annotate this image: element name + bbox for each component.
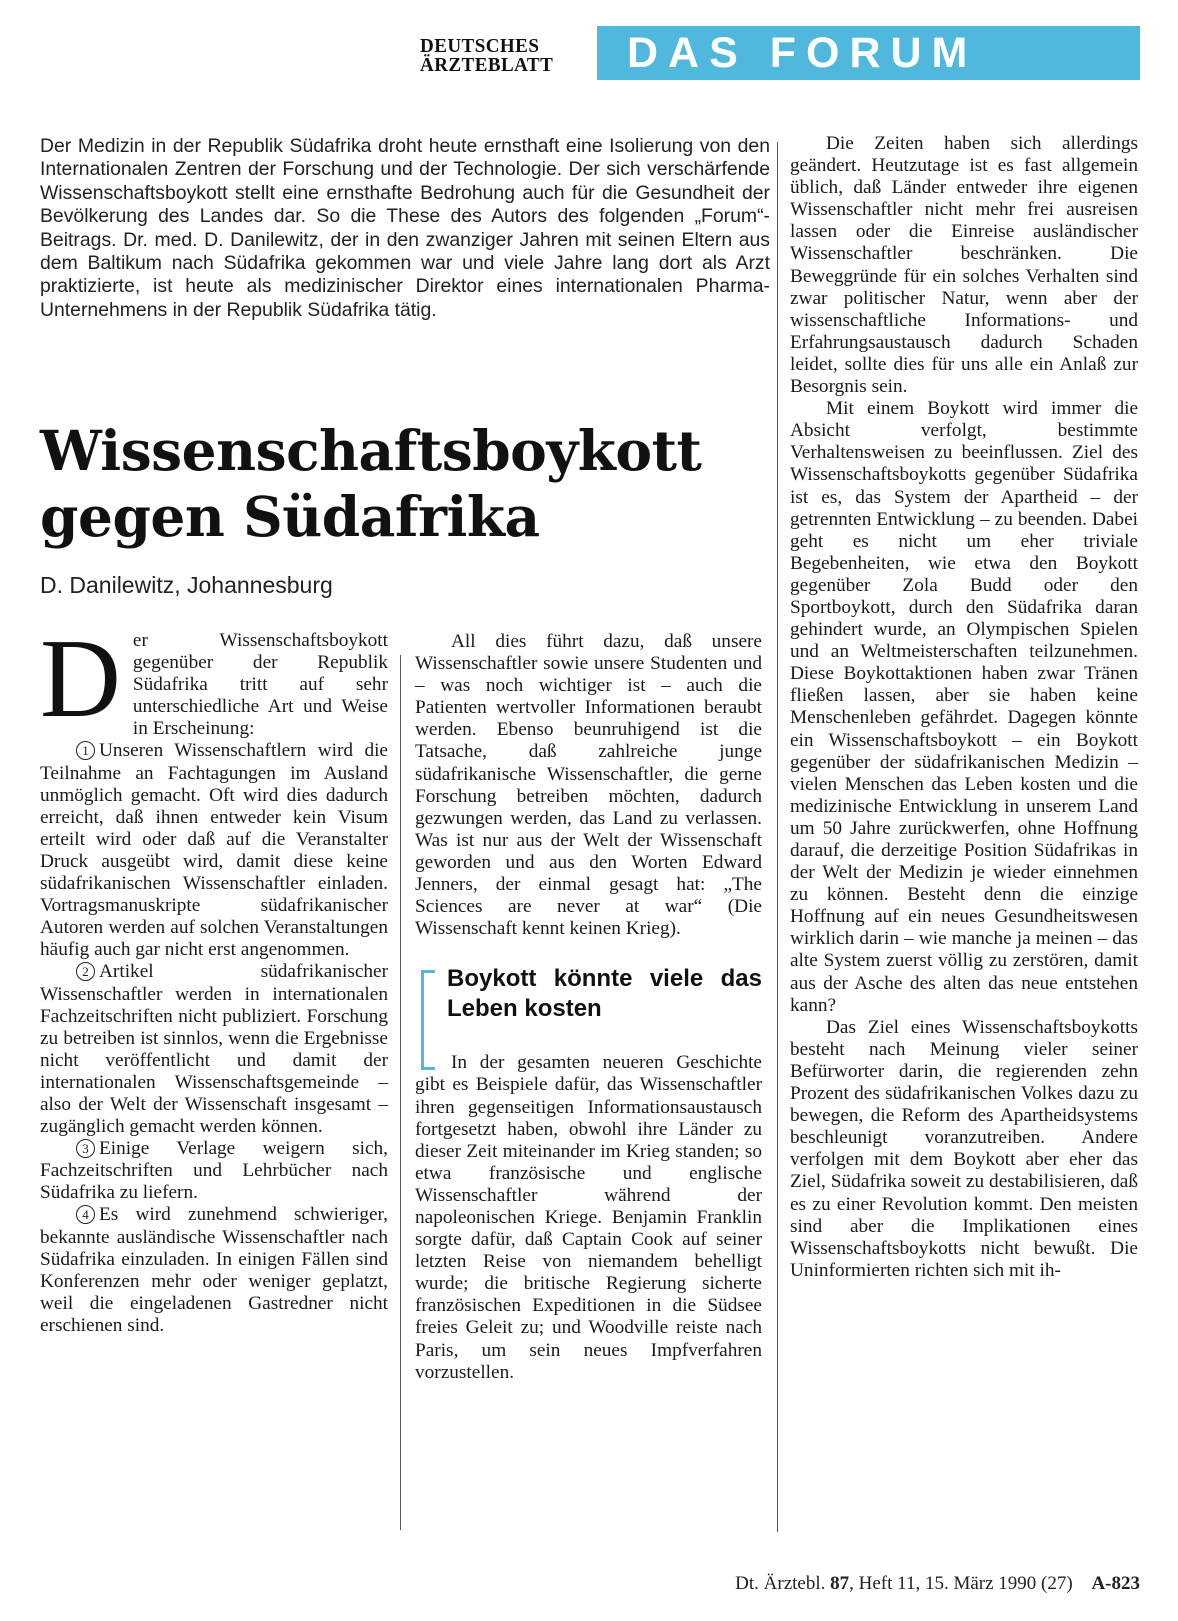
page-number: A-823 [1091, 1573, 1140, 1594]
circled-number: 2 [76, 962, 95, 981]
masthead-line-2: ÄRZTEBLATT [420, 54, 554, 76]
list-item-text: Artikel südafrikanischer Wissenschaftler werden in internationalen Fachzeitschriften nicht publiziert. Forschung zu betreiben ist sinnlos, wenn die Ergebnisse nicht veröffentlicht und damit der internationalen Wissenschaftsgemeinde – also der Welt der Wissenschaft insgesamt – zugänglich gemacht werden können. [40, 961, 388, 1138]
subheading-bracket [421, 970, 435, 1070]
circled-number: 4 [76, 1205, 95, 1224]
body-paragraph: All dies führt dazu, daß unsere Wissenschaftler sowie unsere Studenten und – was noch wichtiger ist – auch die Patienten wertvoller Informationen beraubt werden. Ebenso beunruhigend ist die Tatsache, daß zahlreiche junge südafrikanische Wissenschaftler, die gerne Forschung betreiben möchten, dadurch gezwungen werden, das Land zu verlassen. Was ist nur aus der Welt der Wissenschaft geworden und aus den Worten Edward Jenners, der einmal gesagt hat: „The Sciences are never at war“ (Die Wissenschaft kennt keinen Krieg). [415, 631, 762, 940]
circled-number: 3 [76, 1139, 95, 1158]
list-item [40, 961, 388, 1138]
list-item-text: Unseren Wissenschaftlern wird die Teilnahme an Fachtagungen im Ausland unmöglich gemacht. Oft wird dies dadurch erreicht, daß ihnen entweder kein Visum erteilt wird oder daß auf die Veranstalter Druck ausgeübt wird, damit diese keine südafrikanischen Wissenschaftler einladen. Vortragsmanuskripte südafrikanischer Autoren werden auf solchen Veranstaltungen häufig auch gar nicht erst angenommen. [40, 740, 388, 961]
subheading-box [415, 964, 762, 1042]
author-byline: D. Danilewitz, Johannesburg [40, 572, 333, 598]
masthead-line-1: DEUTSCHES [420, 35, 540, 57]
list-item [40, 1204, 388, 1337]
volume-number: 87 [830, 1573, 850, 1594]
page-footer [735, 1573, 1140, 1595]
intro-paragraph: Der Medizin in der Republik Südafrika droht heute ernsthaft eine Isolierung von den Internationalen Zentren der Forschung und der Technologie. Der sich verschärfende Wissenschaftsboykott stellt eine ernsthafte Bedrohung auch für die Gesundheit der Bevölkerung des Landes dar. So die These des Autors des folgenden „Forum“-Beitrags. Dr. med. D. Danilewitz, der in den zwanziger Jahren mit seinen Eltern aus dem Baltikum nach Südafrika gekommen war und viele Jahre lang dort als Arzt praktizierte, ist heute als medizinischer Direktor eines internationalen Pharma-Unternehmens in der Republik Südafrika tätig. [40, 135, 770, 321]
subheading: Boykott könnte viele das Leben kosten [447, 965, 762, 1023]
journal-masthead [420, 37, 592, 77]
body-paragraph [40, 617, 388, 741]
body-paragraph: Das Ziel eines Wissenschaftsboykotts besteht nach Meinung vieler seiner Befürworter darin, die regierenden zehn Prozent des südafrikanischen Volkes dazu zu bewegen, die Reform des Apartheidsystems beschleunigt voranzutreiben. Andere verfolgen mit dem Boykott aber eher das Ziel, Südafrika soweit zu destabilisieren, daß es zu einer Revolution kommt. Den meisten sind aber die Implikationen eines Wissenschaftsboykotts nicht bewußt. Die Uninformierten richten sich mit ih- [790, 1016, 1138, 1281]
headline-line-2: gegen Südafrika [40, 484, 540, 549]
body-paragraph: Mit einem Boykott wird immer die Absicht verfolgt, bestimmte Verhaltensweisen zu beeinflussen. Ziel des Wissenschaftsboykotts gegenüber Südafrika ist es, das System der Apartheid – der getrennten Entwicklung – zu beenden. Dabei geht es nicht um eher triviale Begebenheiten, wie etwa den Boykott gegenüber Zola Budd oder den Sportboykott, durch den Südafrika daran gehindert wurde, an Olympischen Spielen und an Weltmeisterschaften teilzunehmen. Diese Boykottaktionen haben zwar Tränen fließen lassen, aber sie haben keine Menschenleben gefährdet. Dagegen könnte ein Wissenschaftsboykott – ein Boykott gegenüber der südafrikanischen Medizin – vielen Menschen das Leben kosten und die medizinische Entwicklung in unserem Land um 50 Jahre zurückwerfen, ohne Hoffnung darauf, die derzeitige Position Südafrikas in der Welt der Medizin je wieder einnehmen zu können. Besteht denn die einzige Hoffnung auf ein neues Gesundheitswesen wirklich darin – wie manche ja meinen – das alte System zuerst völlig zu zerstören, damit aus der Asche des alten das neue entstehen kann? [790, 398, 1138, 1016]
article-column-1 [40, 617, 388, 1337]
circled-number: 1 [76, 741, 95, 760]
article-headline [40, 418, 780, 550]
column-divider [777, 142, 778, 1532]
body-paragraph: In der gesamten neueren Geschichte gibt es Beispiele dafür, das Wissenschaftler ihren gegenseitigen Informationsaustausch fortgesetzt haben, obwohl ihre Länder zu dieser Zeit miteinander im Krieg standen; so etwa französische und englische Wissenschaftler während der napoleonischen Kriege. Benjamin Franklin sorgte dafür, daß Captain Cook auf seiner letzten Reise von niemandem behelligt wurde; die britische Regierung sicherte französischen Expeditionen in die Südsee freies Geleit zu; und Woodville reiste nach Paris, um sein neues Impfverfahren vorzustellen. [415, 1052, 762, 1383]
headline-line-1: Wissenschaftsboykott [40, 418, 702, 483]
journal-abbrev: Dt. Ärztebl. [735, 1573, 826, 1594]
drop-cap: D [40, 617, 121, 741]
section-banner [597, 26, 1140, 80]
column-divider [400, 655, 401, 1530]
body-paragraph: Die Zeiten haben sich allerdings geändert. Heutzutage ist es fast allgemein üblich, daß Länder entweder ihre eigenen Wissenschaftler nicht mehr frei ausreisen lassen oder die Einreise ausländischer Wissenschaftler beschränken. Die Beweggründe für ein solches Verhalten sind zwar politischer Natur, wenn aber der wissenschaftliche Informations- und Erfahrungsaustausch dadurch Schaden leidet, sollte dies für uns alle ein Anlaß zur Besorgnis sein. [790, 133, 1138, 398]
issue-info: , Heft 11, 15. März 1990 (27) [849, 1573, 1073, 1594]
list-item-text: Es wird zunehmend schwieriger, bekannte ausländische Wissenschaftler nach Südafrika einzuladen. In einigen Fällen sind Konferenzen mehr oder weniger geplatzt, weil die eingeladenen Gastredner nicht erschienen sind. [40, 1204, 388, 1336]
article-column-3 [790, 133, 1138, 1282]
article-column-2 [415, 631, 762, 1384]
list-item-text: Einige Verlage weigern sich, Fachzeitschriften und Lehrbücher nach Südafrika zu liefern. [40, 1138, 388, 1204]
list-item [40, 740, 388, 961]
list-item [40, 1138, 388, 1204]
section-title: DAS FORUM [627, 29, 978, 77]
paragraph-text: er Wissenschaftsboykott gegenüber der Republik Südafrika tritt auf sehr unterschiedliche Art und Weise in Erscheinung: [132, 630, 388, 740]
